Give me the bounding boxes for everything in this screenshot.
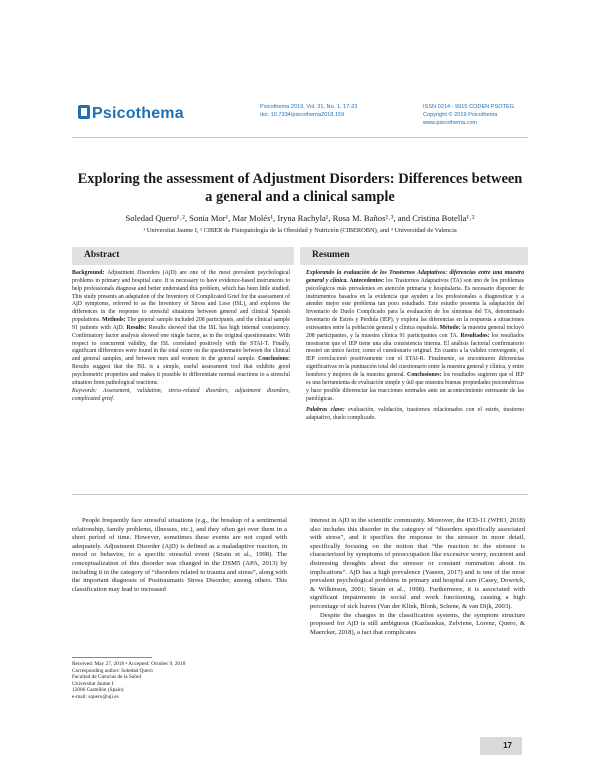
resumen-body	[306, 270, 524, 423]
body-paragraph: interest in AjD in the scientific community. Moreover, the ICD-11 (WHO, 2018) also includes this disorder in the category of “disorders specifically associated with stress”, and it specifies the response to the stressor in more detail, specifically focusing on the notion that “the reaction to the stressor is characterized by symptoms of preoccupation like excessive worry, recurrent and distressing thoughts about the stressor or constant rumination about its implications”. AjD has a high prevalence (Yaseen, 2017) and is one of the most prevalent psychological problems in primary and hospital care (Casey, Dowrick, & Wilkinson, 2001; Strain et al., 1998). Furthermore, it is associated with significant impairments in social and work functioning, causing a high percentage of sick leaves (Van der Klink, Blonk, Schene, & van Dijk, 2003).	[310, 517, 525, 610]
article-title	[60, 170, 540, 206]
resumen-heading: Resumen	[312, 250, 350, 260]
title-line-2: a general and a clinical sample	[205, 189, 395, 205]
journal-issn: ISSN 0214 - 9915 CODEN PSOTEG	[423, 104, 515, 110]
journal-citation: Psicothema 2019, Vol. 31, No. 1, 17-23	[260, 104, 358, 110]
footnote-email[interactable]: e-mail: squero@uji.es	[72, 693, 119, 700]
header-divider	[72, 137, 528, 138]
body-left-column	[72, 517, 287, 594]
text-resultados: los resultados mostraron que el IEP tiene una alta consistencia interna. El análisis factorial confirmatorio mostró un único factor, como el cuestionario original. En cuanto a la validez convergente, el IEP correlacionó positivamente con el STAI-R. Finalmente, se encontraron diferencias significativas en la puntuación total del cuestionario entre la muestra general y clínica, y entre hombres y mujeres de la muestra general.	[306, 332, 525, 378]
text-palabras: evaluación, validación, trastornos relacionados con el estrés, trastorno adaptativo, duelo complicado.	[306, 407, 524, 422]
label-methods: Methods:	[100, 317, 126, 324]
journal-rights-block	[423, 103, 514, 127]
footnote-divider	[72, 657, 152, 658]
text-conclusions: Results suggest that the ISL is a simple, useful assessment tool that exhibits good psychometric properties and makes it possible to differentiate normal reactions to a stressful situation from pathological reactions.	[72, 364, 290, 386]
body-paragraph: Despite the changes in the classification systems, the symptom structure proposed for AjD is still ambiguous (Kazlauskas, Zelviene, Lorenz, Quero, & Maercker, 2018), a fact that complicates	[310, 611, 525, 636]
resumen-heading-bar	[300, 247, 528, 265]
text-metodo: la muestra general incluyó 208 participantes, y la muestra clínica 91 participantes con TA.	[306, 324, 524, 339]
page-number-box	[480, 737, 522, 755]
label-conclusions: Conclusions:	[255, 356, 291, 363]
footnote-university: Universitat Jaume I	[72, 680, 114, 687]
label-keywords: Keywords:	[72, 387, 97, 394]
title-line-1: Exploring the assessment of Adjustment Disorders: Differences between	[77, 171, 523, 187]
journal-copyright: Copyright © 2019 Psicothema	[423, 112, 498, 118]
abstract-keywords	[72, 388, 290, 404]
label-metodo: Método:	[438, 324, 461, 331]
abstract-heading-bar	[72, 247, 294, 265]
page-number: 17	[503, 741, 512, 750]
abstract-body	[72, 270, 290, 403]
text-conclusiones: los resultados sugieren que el IEP es una herramienta de evaluación simple y útil que muestra buenas propiedades psicométricas y hace posible diferenciar las reacciones normales ante un acontecimiento estresante de las patológicas.	[306, 371, 525, 402]
logo-mark-icon	[78, 105, 90, 119]
abstract-heading: Abstract	[84, 250, 120, 260]
text-results: Results showed that the ISL has high internal consistency. Confirmatory factor analysis showed one single factor, as in the original questionnaire. With respect to concurrent validity, the ISL correlated positively with the STAI-T. Finally, significant differences were found in the total score on the questionnaire between the clinical and general samples, and between men and women in the general sample.	[72, 324, 291, 363]
body-right-column	[310, 517, 525, 637]
journal-website[interactable]: www.psicothema.com	[423, 120, 478, 126]
resumen-title: Explorando la evaluación de los Trastornos Adaptativos: diferencias entre una muestra general y clínica.	[306, 270, 524, 284]
label-results: Results:	[124, 324, 147, 331]
footnote-received: Received: May 27, 2018 • Accepted: October 9, 2018	[72, 661, 186, 667]
text-methods: The general sample included 208 participants, and the clinical sample 91 patients with AjD.	[72, 317, 290, 331]
footnote-faculty: Facultad de Ciencias de la Salud	[72, 674, 141, 681]
abstract-divider	[72, 494, 528, 495]
resumen-keywords	[306, 407, 524, 423]
body-paragraph: People frequently face stressful situations (e.g., the breakup of a sentimental relationship, family problems, illnesses, etc.), and they often get over them in a short period of time. However, sometimes these events are not coped with adequately. Adjustment Disorder (AjD) is defined as a maladaptive reaction, in mood or behavior, to a specific stressful event (Strain et al., 1998). The conceptualization of this disorder was changed in the DSM5 (APA, 2013) by including it in the category of “disorders related to trauma and stress”, along with the important diagnosis of Posttraumatic Stress Disorder, among others. This classification may lead to increased	[72, 517, 287, 593]
label-background: Background:	[72, 270, 105, 276]
text-antecedentes: los Trastornos Adaptativos (TA) son uno de los problemas psicológicos más prevalentes en atención primaria y hospitalaria. Es necesario disponer de instrumentos basados en la evidencia que ayuden a los profesionales a diagnosticar y a atender mejor este problema tan poco estudiado. Este estudio presenta la adaptación del Inventario de Duelo Complicado para la evaluación de los síntomas del TA, denominado Inventario de Estrés y Pérdida (IEP), y explora las diferencias en la respuesta a situaciones estresantes entre la población general y clínica española.	[306, 277, 524, 331]
footnote-city: 12006 Castellón (Spain)	[72, 687, 124, 694]
journal-doi[interactable]: doi: 10.7334/psicothema2018.159	[260, 112, 345, 118]
resumen-paragraph	[306, 270, 524, 403]
journal-citation-block	[260, 103, 357, 119]
label-conclusiones: Conclusiones:	[405, 371, 442, 378]
label-antecedentes: Antecedentes:	[347, 277, 385, 284]
label-resultados: Resultados:	[458, 332, 490, 339]
text-background: Adjustment Disorders (AjD) are one of the most prevalent psychological problems in primary and hospital care. It is necessary to have evidence-based instruments to help professionals diagnose and better understand this problem, which has been little studied. This study presents an adaptation of the Inventory of Complicated Grief for the assessment of AjD symptoms, referred to as the Inventory of Stress and Loss (ISL), and explores the differences in the response to stressful situations between general and clinical Spanish populations.	[72, 270, 290, 324]
journal-logo	[78, 103, 188, 131]
footnote-corresponding: Corresponding author: Soledad Quero	[72, 667, 153, 674]
journal-logo-text: Psicothema	[92, 105, 184, 122]
abstract-paragraph	[72, 270, 290, 388]
article-affiliations: ¹ Universitat Jaume I, ² CIBER de Fisiopatología de la Obesidad y Nutrición (CIBEROBN), and ³ Universidad de Valencia	[143, 227, 457, 234]
footnote	[72, 661, 185, 701]
text-keywords: Assessment, validation, stress-related disorders, adjustment disorders, complicated grief.	[72, 387, 290, 402]
article-authors: Soledad Quero¹˒², Sonia Mor¹, Mar Molés¹, Iryna Rachyla¹, Rosa M. Baños²˒³, and Cristina Botella¹˒²	[125, 213, 475, 223]
label-palabras: Palabras clave:	[306, 407, 345, 414]
